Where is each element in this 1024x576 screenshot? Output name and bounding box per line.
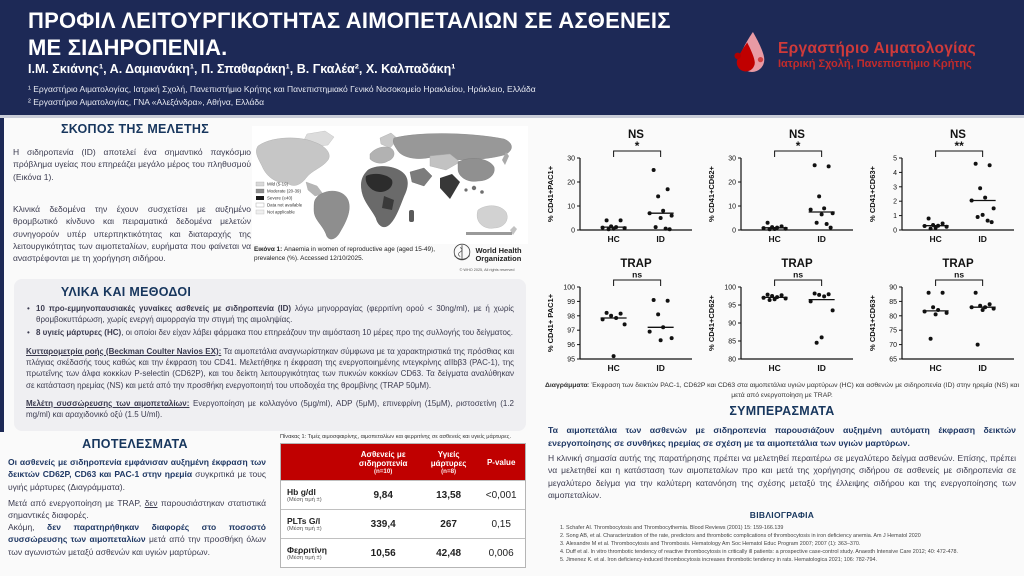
methods-agg-text: Ενεργοποίηση με κολλαγόνο (5μg/ml), ADP (5μΜ), επινεφρίνη (15μΜ), ριστοσετίνη (1.2 mg/ml) και αραχιδονικό οξύ (1.5 U/ml). xyxy=(26,399,514,420)
svg-text:75: 75 xyxy=(889,327,898,335)
dot-plot-grid xyxy=(540,122,1024,380)
reference-item: 4. Duff et al. In vitro thrombotic tendency of reactive thrombocytosis in critically ill patients: a prospective case-control study. Anaesth Intensive Care 2012; 40: 472-478. xyxy=(566,548,1016,556)
methods-aggregation xyxy=(26,398,514,421)
svg-text:65: 65 xyxy=(889,356,898,363)
svg-text:5: 5 xyxy=(893,155,898,162)
results-heading: ΑΠΟΤΕΛΕΣΜΑΤΑ xyxy=(82,437,188,451)
svg-text:Not applicable: Not applicable xyxy=(267,209,295,215)
authors-line: Ι.Μ. Σκιάνης¹, Α. Δαμιανάκη¹, Π. Σπαθαράκη¹, Β. Γκαλέα², Χ. Καλπαδάκη¹ xyxy=(28,62,456,76)
row-sublabel: (Μέση τιμή ±) xyxy=(287,526,322,532)
svg-text:100: 100 xyxy=(562,284,575,291)
table1 xyxy=(280,443,526,568)
cell-pvalue: 0,006 xyxy=(488,547,514,559)
cell-value: 10,56 xyxy=(370,547,396,559)
results-p1-text: συγκριτικά με τους υγιής μάρτυρες (Διαγράμματα). xyxy=(8,469,266,492)
svg-text:TRAP: TRAP xyxy=(620,257,652,270)
svg-text:NS: NS xyxy=(788,128,805,141)
scatter-plot-ns-cd63 xyxy=(863,122,1024,251)
methods-flow-lead: Κυτταρομετρία ροής (Beckman Coulter Navios EX): xyxy=(26,346,222,356)
row-label: PLTs G/l xyxy=(287,516,321,526)
results-paragraph-2 xyxy=(8,497,266,522)
methods-section xyxy=(14,279,526,431)
figure1-caption xyxy=(254,246,450,264)
methods-bullet-2-text: , οι οποίοι δεν είχαν λάβει φάρμακα που επηρεάζουν την αιμόσταση 10 μέρες προ της συλλογής του δείγματος. xyxy=(121,328,514,338)
results-p3-bold: δεν παρατηρήθηκαν διαφορές στο ποσοστό συσσώρευσης των αιμοπεταλίων xyxy=(8,522,266,545)
table-row xyxy=(281,538,525,567)
scatter-plot-trap-cd63 xyxy=(863,251,1024,380)
svg-text:10: 10 xyxy=(566,203,575,210)
svg-text:85: 85 xyxy=(728,338,736,345)
who-copyright: © WHO 2025, All rights reserved xyxy=(459,268,515,272)
svg-text:10: 10 xyxy=(728,203,736,210)
svg-text:HC: HC xyxy=(929,233,943,244)
who-logo xyxy=(448,242,526,272)
world-map-graphic xyxy=(252,126,528,244)
svg-text:% CD41+ PAC1+: % CD41+ PAC1+ xyxy=(545,293,555,352)
scatter-plot-ns-cd62 xyxy=(701,122,862,251)
svg-text:3: 3 xyxy=(893,183,898,191)
cell-value: 9,84 xyxy=(373,489,393,501)
svg-text:HC: HC xyxy=(929,362,943,373)
scatter-plot-trap-cd62 xyxy=(701,251,862,380)
results-p3-pre: Ακόμη, xyxy=(8,522,48,532)
svg-text:% CD41+CD63+: % CD41+CD63+ xyxy=(868,165,878,222)
cell-value: 42,48 xyxy=(436,547,462,559)
svg-text:20: 20 xyxy=(728,179,736,186)
conclusions-paragraph-1: Τα αιμοπετάλια των ασθενών με σιδηροπενία παρουσιάζουν αυξημένη αυτόματη έκφραση δεικτών ενεργοποίησης σε συνθήκες ηρεμίας σε σχέση με τα αιμοπετάλια των υγιών μαρτύρων. xyxy=(548,425,1016,448)
cell-pvalue: 0,15 xyxy=(491,518,511,530)
svg-text:99: 99 xyxy=(566,298,575,306)
svg-text:ID: ID xyxy=(656,362,665,373)
svg-text:90: 90 xyxy=(889,284,898,291)
bibliography-list xyxy=(556,524,1016,565)
scatter-plot-trap-pac1 xyxy=(540,251,701,380)
svg-text:ID: ID xyxy=(978,233,988,244)
svg-text:ns: ns xyxy=(631,269,642,279)
cell-pvalue: <0,001 xyxy=(485,489,517,501)
left-accent-bar xyxy=(0,118,4,432)
svg-text:HC: HC xyxy=(768,362,781,373)
col-header-n: (n=10) xyxy=(373,467,393,475)
affiliation-1: ¹ Εργαστήριο Αιματολογίας, Ιατρική Σχολή, Πανεπιστήμιο Κρήτης και Πανεπιστημιακό Γενικό Νοσοκομείο Ηρακλείου, Ηράκλειο, Ελλάδα xyxy=(28,84,536,94)
svg-text:20: 20 xyxy=(566,179,575,186)
who-name-line1: World Health xyxy=(475,245,522,255)
svg-text:TRAP: TRAP xyxy=(942,257,974,270)
scatter-plot-ns-pac1 xyxy=(540,122,701,251)
col-header-label: Υγιείς μάρτυρες xyxy=(430,449,467,468)
table1-caption: Πίνακας 1: Τιμές αιμοσφαιρίνης, αιμοπεταλίων και φερριτίνης σε ασθενείς και υγιείς μάρτυρες. xyxy=(280,434,512,440)
svg-text:NS: NS xyxy=(950,128,967,141)
row-sublabel: (Μέση τιμή ±) xyxy=(287,555,322,561)
svg-text:HC: HC xyxy=(768,233,781,244)
svg-text:98: 98 xyxy=(566,312,575,320)
who-emblem-icon xyxy=(452,242,472,267)
reference-item: 1. Schafer AI. Thrombocytosis and Thrombocythemia. Blood Reviews (2001) 15: 159-166.139 xyxy=(566,524,1016,532)
svg-text:ns: ns xyxy=(954,269,965,279)
svg-text:Data not available: Data not available xyxy=(267,202,303,208)
cell-value: 339,4 xyxy=(370,518,396,530)
methods-flow-cytometry xyxy=(26,346,514,391)
svg-text:80: 80 xyxy=(728,356,736,363)
svg-text:HC: HC xyxy=(607,362,620,373)
svg-text:30: 30 xyxy=(566,155,575,162)
results-p2-underline: δεν xyxy=(144,498,158,508)
svg-text:TRAP: TRAP xyxy=(781,257,813,270)
reference-item: 5. Jimenez K. et al. Iron deficiency-induced thrombocytosis increases thrombotic tendency in rats. Hematologica 2021; 106: 782-794. xyxy=(566,556,1016,564)
charts-caption xyxy=(545,381,1019,401)
page-title: ΠΡΟΦΙΛ ΛΕΙΤΟΥΡΓΙΚΟΤΗΤΑΣ ΑΙΜΟΠΕΤΑΛΙΩΝ ΣΕ ΑΣΘΕΝΕΙΣ ΜΕ ΣΙΔΗΡΟΠΕΝΙΑ. xyxy=(28,8,671,60)
svg-text:100: 100 xyxy=(724,284,736,291)
lab-logo-line1: Εργαστήριο Αιματολογίας xyxy=(778,39,976,57)
svg-text:0: 0 xyxy=(732,227,736,234)
svg-text:Severe (≥40): Severe (≥40) xyxy=(267,195,293,201)
svg-text:*: * xyxy=(634,138,640,153)
svg-text:*: * xyxy=(795,138,801,153)
reference-item: 3. Alexandre M et al. Thrombocytosis and Thrombosis. Hematology Am Soc Hematol Educ Program 2007; 2007 (1): 363–370. xyxy=(566,540,1016,548)
methods-bullet-1-text: λόγω μηνορραγίας (φερριτίνη ορού < 30ng/ml), με ή χωρίς θρομβοκυττάρωση, χωρίς ενεργή αιμορραγία την στιγμή της αιμοληψίας. xyxy=(36,304,514,325)
col-header-label: P-value xyxy=(486,457,516,467)
purpose-paragraph-1: Η σιδηροπενία (ID) αποτελεί ένα σημαντικό παγκόσμιο πρόβλημα υγείας που επηρεάζει μεγάλο μέρος του πληθυσμού (Εικόνα 1). xyxy=(13,147,251,182)
lab-logo-line2: Ιατρική Σχολή, Πανεπιστήμιο Κρήτης xyxy=(778,57,972,70)
svg-text:% CD41+CD62+: % CD41+CD62+ xyxy=(706,165,716,222)
svg-text:ns: ns xyxy=(793,269,804,279)
svg-text:% CD41+CD62+: % CD41+CD62+ xyxy=(706,294,716,351)
table1-header-row xyxy=(281,444,525,480)
methods-bullet-2-bold: 8 υγιείς μάρτυρες (HC) xyxy=(36,328,122,338)
purpose-heading: ΣΚΟΠΟΣ ΤΗΣ ΜΕΛΕΤΗΣ xyxy=(60,122,210,136)
svg-text:80: 80 xyxy=(889,312,898,320)
svg-text:ID: ID xyxy=(817,362,826,373)
svg-text:95: 95 xyxy=(728,302,736,309)
methods-bullet-1 xyxy=(26,303,514,325)
results-p2-post: παρουσιάστηκαν στατιστικά σημαντικές διαφορές. xyxy=(8,498,267,521)
table-row xyxy=(281,509,525,538)
conclusions-heading: ΣΥΜΠΕΡΑΣΜΑΤΑ xyxy=(729,404,835,418)
cell-value: 13,58 xyxy=(436,489,462,501)
svg-text:30: 30 xyxy=(728,155,736,162)
purpose-paragraph-2: Κλινικά δεδομένα την έχουν συσχετίσει με αυξημένο θρομβωτικό κίνδυνο και πειραματικά δεδομένα μελετών συνηγορούν υπέρ υπερπηκτικότητας και διαταραχής της λειτουργικότητας των αιμοπεταλίων, ευρήματα που φαίνεται να αναστρέφονται με τη χορήγηση σιδήρου. xyxy=(13,204,251,264)
bibliography-heading: ΒΙΒΛΙΟΓΡΑΦΙΑ xyxy=(749,510,815,520)
svg-text:97: 97 xyxy=(566,327,575,335)
table1-header-pvalue xyxy=(477,444,525,480)
svg-text:95: 95 xyxy=(566,356,575,363)
table1-header-id xyxy=(346,444,419,480)
table1-header-empty xyxy=(281,444,346,480)
svg-text:HC: HC xyxy=(607,233,620,244)
svg-text:ID: ID xyxy=(978,362,988,373)
results-p3-text: μετά από την προσθήκη όλων των αγωνιστών μεταξύ ασθενών και υγιών μαρτύρων. xyxy=(8,534,266,557)
svg-text:4: 4 xyxy=(893,169,898,177)
methods-flow-text: Τα αιμοπετάλια αναγνωρίστηκαν σύμφωνα με τα χαρακτηριστικά της πρόσθιας και πλάγιας σκέδασής τους καθώς και την έκφραση του CD41. Μελετήθηκε η έκφραση της ενεργοποιημένης ιντεγκρίνης αIIbβ3 (PAC-1), της πρωτεΐνης των άλφα κοκκίων P-selectin (CD62P), και του δείκτη λειτουργικότητας των πυκνών κοκκίων CD63. Τα δείγματα αναλύθηκαν σε κατάσταση ηρεμίας (NS) και μετά από την προσθήκη ενεργοποιητή του υποδοχέα της θρομβίνης (TRAP 50μΜ). xyxy=(26,346,514,390)
row-label: Hb g/dl xyxy=(287,487,316,497)
results-p2-pre: Μετά από ενεργοποίηση με TRAP, xyxy=(8,498,145,508)
svg-text:0: 0 xyxy=(893,227,898,234)
figure1-world-map xyxy=(252,126,528,278)
row-sublabel: (Μέση τιμή ±) xyxy=(287,497,322,503)
methods-bullet-1-bold: 10 προ-εμμηνοπαυσιακές γυναίκες ασθενείς με σιδηροπενία (ID) xyxy=(36,304,292,313)
svg-text:0: 0 xyxy=(570,227,575,234)
svg-text:**: ** xyxy=(954,138,965,153)
results-paragraph-1 xyxy=(8,456,266,493)
row-label: Φερριτίνη xyxy=(287,545,327,555)
svg-text:Mild (5-19): Mild (5-19) xyxy=(267,181,288,187)
charts-caption-lead: Διαγράμματα xyxy=(545,382,588,389)
results-paragraph-3 xyxy=(8,521,266,558)
cell-value: 267 xyxy=(440,518,457,530)
svg-text:% CD41+PAC1+: % CD41+PAC1+ xyxy=(545,165,555,222)
table-row xyxy=(281,480,525,509)
svg-text:ID: ID xyxy=(817,233,826,244)
figure1-caption-text: Anaemia in women of reproductive age (aged 15-49), prevalence (%). Accessed 12/10/2025. xyxy=(254,246,435,262)
svg-text:ID: ID xyxy=(656,233,665,244)
lab-logo xyxy=(732,30,976,79)
svg-text:NS: NS xyxy=(627,128,644,141)
methods-agg-lead: Μελέτη συσσώρευσης των αιμοπεταλίων: xyxy=(26,399,190,408)
figure1-caption-lead: Εικόνα 1: xyxy=(254,246,283,253)
affiliation-2: ² Εργαστήριο Αιματολογίας, ΓΝΑ «Αλεξάνδρα», Αθήνα, Ελλάδα xyxy=(28,97,265,107)
table1-header-hc xyxy=(420,444,478,480)
methods-bullet-2 xyxy=(26,327,514,338)
svg-text:2: 2 xyxy=(893,198,898,206)
poster-header xyxy=(0,0,1024,118)
reference-item: 2. Song AB, et al. Characterization of the rate, predictors and thrombotic complications of thrombocytosis in iron deficiency anemia. Am J Hematol 2020 xyxy=(566,532,1016,540)
svg-text:85: 85 xyxy=(889,298,898,306)
methods-heading: ΥΛΙΚΑ ΚΑΙ ΜΕΘΟΔΟΙ xyxy=(60,285,192,299)
svg-text:% CD41+CD63+: % CD41+CD63+ xyxy=(868,294,878,351)
svg-text:96: 96 xyxy=(566,341,575,349)
results-p1-bold: Οι ασθενείς με σιδηροπενία εμφάνισαν αυξημένη έκφραση των δεικτών CD62P, CD63 και PAC-1 στην ηρεμία xyxy=(8,457,266,480)
col-header-n: (n=8) xyxy=(441,467,457,475)
svg-text:Moderate (20-39): Moderate (20-39) xyxy=(267,188,301,194)
charts-caption-text: : Έκφραση των δεικτών PAC-1, CD62P και CD63 στα αιμοπετάλια υγιών μαρτύρων (HC) και ασθενών με σιδηροπενία (ID) στην ηρεμία (NS) και μετά από ενεργοποίηση με TRAP. xyxy=(587,382,1019,399)
svg-text:90: 90 xyxy=(728,320,736,327)
svg-text:70: 70 xyxy=(889,341,898,349)
blood-drop-icon xyxy=(732,30,770,79)
col-header-label: Ασθενείς με σιδηροπενία xyxy=(358,449,408,468)
who-name-line2: Organization xyxy=(475,253,522,263)
conclusions-paragraph-2: Η κλινική σημασία αυτής της παρατήρησης πρέπει να μελετηθεί περαιτέρω σε μεγαλύτερο δείγμα ασθενών. Επίσης, πρέπει να μελετηθεί και η κατάσταση των αιμοπεταλίων προ και μετά της χορήγησης σιδήρου σε ασθενείς με σιδηροπενία σε μεγαλύτερο δείγμα για την καλύτερη κατανόηση της σχέσης μεταξύ της έλλειψης σιδήρου και της ενεργοποίησης των αιμοπεταλίων. xyxy=(548,453,1016,500)
svg-text:1: 1 xyxy=(893,212,898,220)
